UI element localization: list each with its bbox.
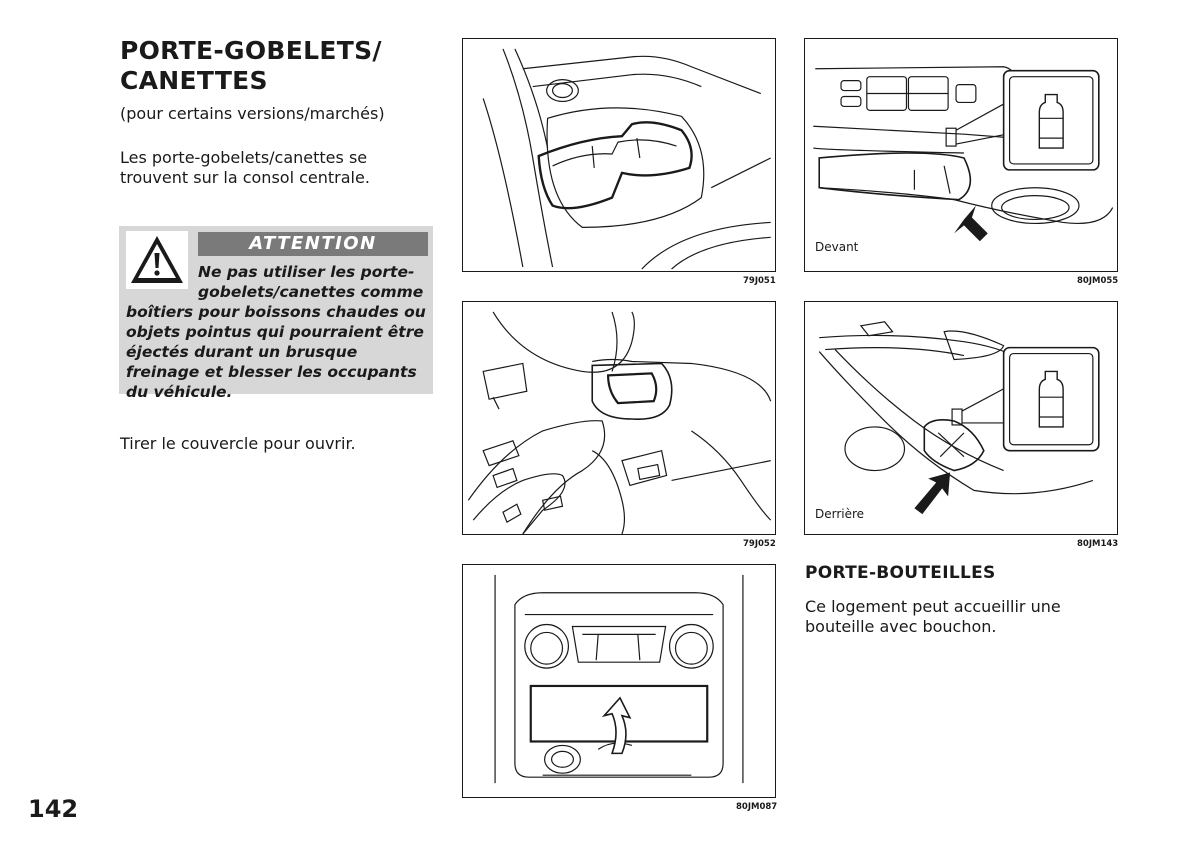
figure-caption-rear: Derrière: [815, 507, 865, 521]
warning-heading: ATTENTION: [198, 232, 428, 256]
section-subtitle: (pour certains versions/marchés): [120, 104, 385, 123]
figure-code-2: 79J052: [743, 539, 776, 549]
figure-front-bottle-holder: [804, 38, 1118, 272]
page-number: 142: [28, 795, 79, 823]
bottle-holder-heading: PORTE-BOUTEILLES: [805, 563, 996, 583]
figure-cup-holder-lid: [462, 301, 776, 535]
section-title: [120, 36, 440, 96]
section-title-line2: CANETTES: [120, 66, 268, 95]
figure-cup-holder-console: [462, 38, 776, 272]
instruction-paragraph: Tirer le couvercle pour ouvrir.: [120, 434, 356, 453]
figure-code-1: 79J051: [743, 276, 776, 286]
warning-box: [119, 226, 433, 401]
bottle-holder-paragraph: Ce logement peut accueillir une bouteille avec bouchon.: [805, 597, 1061, 636]
warning-text-block: [126, 262, 429, 402]
figure-code-4: 80JM055: [1077, 276, 1119, 286]
section-title-line1: PORTE-GOBELETS/: [120, 36, 382, 65]
intro-paragraph: Les porte-gobelets/canettes se trouvent sur la consol centrale.: [120, 148, 370, 187]
warning-text: Ne pas utiliser les porte-gobelets/canettes comme boîtiers pour boissons chaudes ou objets pointus qui pourraient être éjectés durant un brusque freinage et blesser les occupants du véhicule.: [126, 263, 426, 401]
figure-code-5: 80JM143: [1077, 539, 1119, 549]
figure-rear-bottle-holder: [804, 301, 1118, 535]
figure-dashboard-lid: [462, 564, 776, 798]
figure-code-3: 80JM087: [736, 802, 778, 812]
figure-caption-front: Devant: [815, 240, 859, 254]
